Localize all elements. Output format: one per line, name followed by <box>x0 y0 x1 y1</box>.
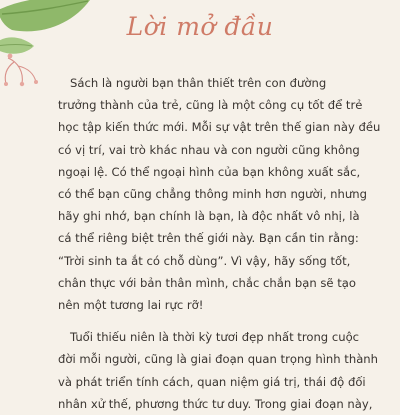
text-line: Tuổi thiếu niên là thời kỳ tươi đẹp nhất trong cuộc <box>70 330 360 345</box>
text-line: hãy ghi nhớ, bạn chính là bạn, là độc nhất vô nhị, là <box>58 209 360 224</box>
text-line: đời mỗi người, cũng là giai đoạn quan trọng hình thành <box>58 352 378 367</box>
text-line: có thể bạn cũng chẳng thông minh hơn người, nhưng <box>58 187 367 202</box>
text-line: Sách là người bạn thân thiết trên con đường <box>70 76 327 90</box>
paragraph-1 <box>58 72 382 316</box>
text-line: trưởng thành của trẻ, cũng là một công cụ tốt để trẻ <box>58 98 363 113</box>
text-line: “Trời sinh ta ắt có chỗ dùng”. Vì vậy, hãy sống tốt, <box>58 253 351 268</box>
text-line: ngoại lệ. Có thể ngoại hình của bạn không xuất sắc, <box>58 164 361 179</box>
text-line: nhân xử thế, phương thức tư duy. Trong giai đoạn này, <box>58 396 373 411</box>
paragraph-2 <box>58 326 382 415</box>
text-line: và phát triển tính cách, quan niệm giá trị, thái độ đối <box>58 374 366 389</box>
text-line: học tập kiến thức mới. Mỗi sự vật trên thế gian này đều <box>58 120 381 135</box>
text-line: cá thể riêng biệt trên thế giới này. Bạn cần tin rằng: <box>58 231 359 246</box>
text-line: chân thực với bản thân mình, chắc chắn bạn sẽ tạo <box>58 275 356 290</box>
text-line: nên một tương lai rực rỡ! <box>58 298 204 313</box>
page-title: Lời mở đầu <box>126 12 274 41</box>
preface-body <box>58 72 382 415</box>
text-line: có vị trí, vai trò khác nhau và con người cũng không <box>58 142 360 157</box>
